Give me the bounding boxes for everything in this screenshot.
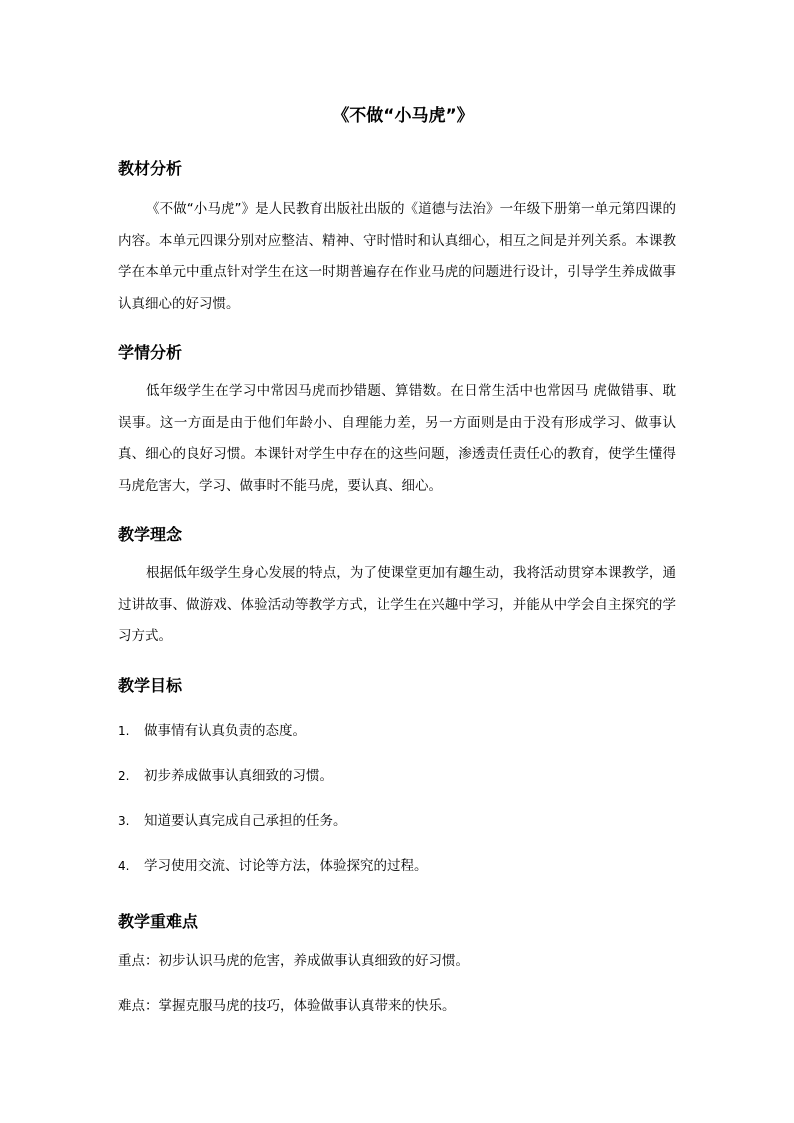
section-paragraph: 《不做“小马虎”》是人民教育出版社出版的《道德与法治》一年级下册第一单元第四课的内容。本单元四课分别对应整洁、精神、守时惜时和认真细心，相互之间是并列关系。本课教学在本单元中重点针对学生在这一时期普遍存在作业马虎的问题进行设计，引导学生养成做事认真细心的好习惯。 (118, 201, 676, 312)
list-item-number: 1. (118, 723, 130, 738)
list-item-text: 做事情有认真负责的态度。 (144, 722, 306, 739)
section-heading: 教学目标 (118, 675, 183, 695)
key-point-difficulty: 难点：掌握克服马虎的技巧，体验做事认真带来的快乐。 (118, 997, 456, 1014)
key-point-focus: 重点：初步认识马虎的危害，养成做事认真细致的好习惯。 (118, 952, 469, 969)
section-heading: 教学理念 (118, 525, 183, 544)
list-item-number: 2. (118, 768, 130, 783)
section-heading: 教材分析 (118, 159, 183, 178)
list-item-number: 4. (118, 858, 130, 873)
list-item-text: 知道要认真完成自己承担的任务。 (144, 812, 347, 829)
list-item (118, 844, 676, 889)
section-key-points (118, 911, 676, 1029)
section-heading: 教学重难点 (118, 911, 199, 931)
list-item-text: 学习使用交流、讨论等方法，体验探究的过程。 (144, 857, 428, 874)
section-heading: 学情分析 (118, 343, 183, 362)
goals-list (118, 709, 676, 889)
section-textbook-analysis (118, 158, 676, 320)
section-learner-analysis (118, 342, 676, 502)
list-item-number: 3. (118, 813, 130, 828)
list-item (118, 754, 676, 799)
section-teaching-philosophy (118, 524, 676, 653)
document-title: 《不做“小马虎”》 (332, 106, 474, 126)
list-item (118, 709, 676, 754)
section-paragraph: 根据低年级学生身心发展的特点，为了使课堂更加有趣生动，我将活动贯穿本课教学，通过讲故事、做游戏、体验活动等教学方式，让学生在兴趣中学习，并能从中学会自主探究的学习方式。 (118, 565, 676, 644)
list-item (118, 799, 676, 844)
list-item-text: 初步养成做事认真细致的习惯。 (144, 767, 333, 784)
section-teaching-goals (118, 675, 676, 889)
section-paragraph: 低年级学生在学习中常因马虎而抄错题、算错数。在日常生活中也常因马 虎做错事、耽误事。这一方面是由于他们年龄小、自理能力差，另一方面则是由于没有形成学习、做事认真、细心的良好习惯。本课针对学生中存在的这些问题，渗透责任责任心的教育，使学生懂得马虎危害大，学习、做事时不能马虎，要认真、细心。 (118, 383, 676, 494)
